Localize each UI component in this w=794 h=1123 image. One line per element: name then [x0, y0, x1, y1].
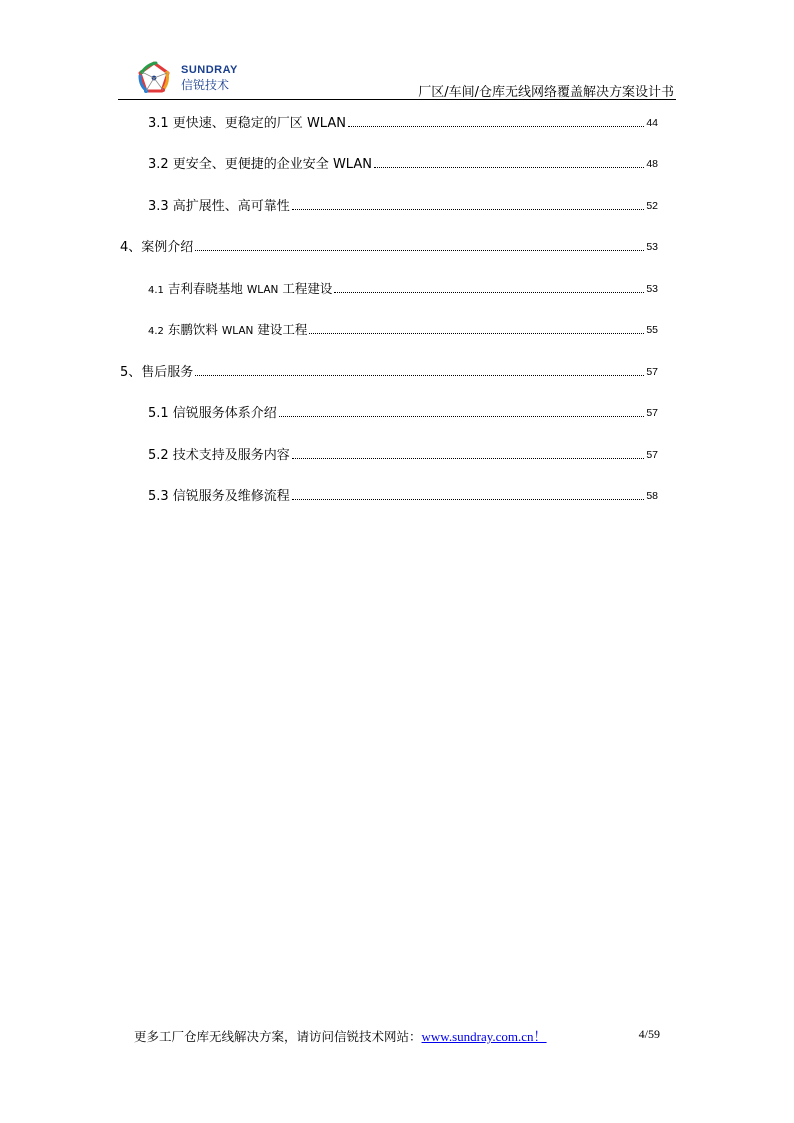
toc-entry-number: 4.2	[148, 326, 164, 337]
toc-entry-page: 44	[646, 117, 658, 129]
website-link[interactable]: www.sundray.com.cn！	[421, 1029, 547, 1044]
toc-entry-label: 5.1 信锐服务体系介绍	[148, 406, 277, 421]
toc-entry[interactable]	[120, 362, 658, 380]
toc-entry-latin: WLAN	[246, 284, 279, 296]
toc-entry-label: 4、案例介绍	[120, 240, 194, 255]
toc-leader	[292, 458, 645, 459]
toc-entry-text: 吉利春晓基地	[163, 281, 247, 296]
page-footer	[134, 1026, 660, 1044]
toc-leader	[334, 292, 644, 293]
toc-leader	[292, 499, 645, 500]
toc-entry-label	[148, 279, 332, 297]
brand-name-cn: 信锐技术	[181, 78, 230, 92]
toc-leader	[279, 416, 645, 417]
toc-entry-latin: WLAN	[221, 325, 254, 337]
document-title: 厂区/车间/仓库无线网络覆盖解决方案设计书	[418, 85, 674, 100]
toc-entry-page: 53	[646, 241, 658, 253]
toc-entry-label: 3.2 更安全、更便捷的企业安全 WLAN	[148, 157, 372, 172]
toc-entry-tail: 建设工程	[253, 322, 308, 337]
toc-leader	[309, 333, 644, 334]
header-divider	[118, 99, 676, 100]
footer-text: 更多工厂仓库无线解决方案，请访问信锐技术网站：	[134, 1029, 422, 1044]
toc-entry-text: 东鹏饮料	[163, 322, 222, 337]
toc-entry-label: 3.1 更快速、更稳定的厂区 WLAN	[148, 116, 346, 131]
toc-leader	[374, 167, 644, 168]
page-header	[118, 56, 676, 100]
toc-entry-label: 5.2 技术支持及服务内容	[148, 448, 290, 463]
toc-entry-page: 52	[646, 200, 658, 212]
toc-entry[interactable]	[148, 486, 658, 504]
toc-entry-page: 57	[646, 366, 658, 378]
toc-entry-label: 5.3 信锐服务及维修流程	[148, 489, 290, 504]
brand-name-en: SUNDRAY	[181, 64, 238, 76]
toc-entry[interactable]	[148, 154, 658, 172]
toc-entry-page: 48	[646, 158, 658, 170]
toc-leader	[195, 375, 644, 376]
toc-entry[interactable]	[148, 445, 658, 463]
toc-entry-tail: 工程建设	[278, 281, 333, 296]
toc-leader	[195, 250, 644, 251]
toc-entry-number: 4.1	[148, 285, 164, 296]
toc-leader	[292, 209, 645, 210]
toc-entry-label	[148, 320, 307, 338]
toc-entry[interactable]	[148, 320, 658, 338]
toc-entry[interactable]	[148, 196, 658, 214]
toc-entry[interactable]	[148, 279, 658, 297]
toc-entry[interactable]	[148, 403, 658, 421]
toc-entry-page: 55	[646, 324, 658, 336]
toc-entry-page: 57	[646, 449, 658, 461]
toc-entry-page: 58	[646, 490, 658, 502]
toc-entry-page: 57	[646, 407, 658, 419]
sundray-logo-icon	[134, 58, 174, 98]
toc-entry-label: 5、售后服务	[120, 365, 194, 380]
toc-entry[interactable]	[120, 237, 658, 255]
toc-entry-page: 53	[646, 283, 658, 295]
toc-entry-label: 3.3 高扩展性、高可靠性	[148, 199, 290, 214]
toc-leader	[348, 126, 644, 127]
toc-entry[interactable]	[148, 113, 658, 131]
page-number: 4/59	[638, 1027, 660, 1041]
